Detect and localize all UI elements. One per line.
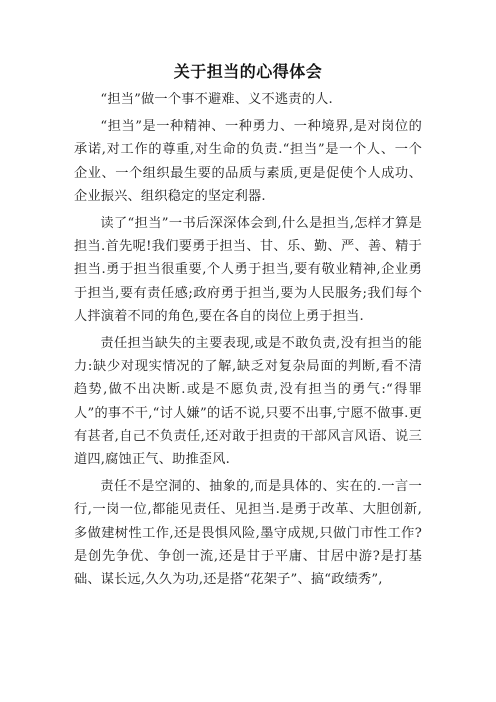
paragraph-2: “担当”是一种精神、一种勇力、一种境界,是对岗位的承诺,对工作的尊重,对生命的负责.“担当”是一个人、一个企业、一个组织最生要的品质与素质,更是促使个人成功、企业振兴、组织稳定的坚定利器. bbox=[74, 119, 422, 204]
paragraph-4: 责任担当缺失的主要表现,或是不敢负责,没有担当的能力:缺少对现实情况的了解,缺乏对复杂局面的判断,看不清趋势,做不出决断.或是不愿负责,没有担当的勇气:“得罪人”的事不干,“讨人嫌”的话不说,只要不出事,宁愿不做事.更有甚者,自己不负责任,还对敢于担责的干部风言风语、说三道四,腐蚀正气、助推歪风. bbox=[74, 336, 422, 468]
paragraph-3: 读了“担当”一书后深深体会到,什么是担当,怎样才算是担当.首先呢!我们要勇于担当、甘、乐、勤、严、善、精于担当.勇于担当很重要,个人勇于担当,要有敬业精神,企业勇于担当,要有责任感;政府勇于担当,要为人民服务;我们每个人拌演着不同的角色,要在各自的岗位上勇于担当. bbox=[74, 216, 422, 324]
document-title: 关于担当的心得体会 bbox=[173, 62, 323, 81]
paragraph-5: 责任不是空洞的、抽象的,而是具体的、实在的.一言一行,一岗一位,都能见责任、见担当.是勇于改革、大胆创新,多做建树性工作,还是畏惧风险,墨守成规,只做门市性工作?是创先争优、争创一流,还是甘于平庸、甘居中游?是打基础、谋长远,久久为功,还是搭“花架子”、搞“政绩秀”, bbox=[74, 479, 422, 588]
paragraph-1: “担当”做一个事不避难、义不逃责的人. bbox=[100, 92, 333, 107]
